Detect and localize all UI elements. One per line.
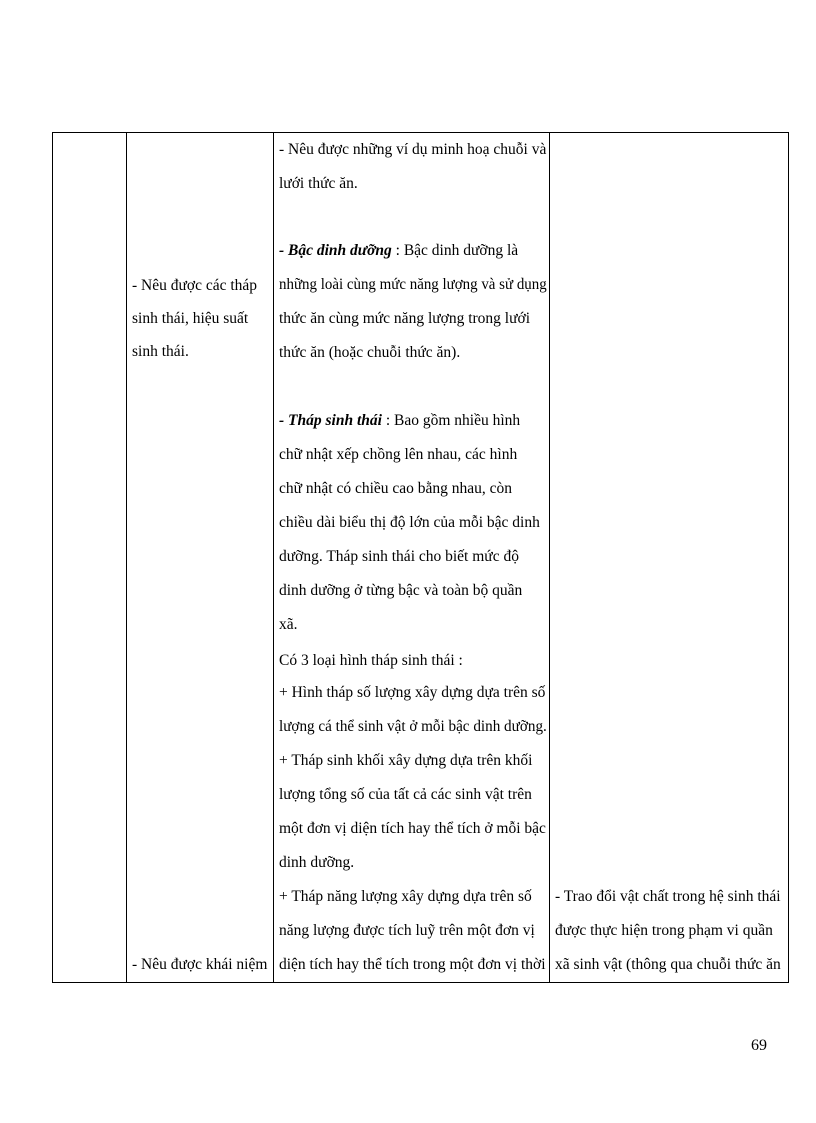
definition-text: : Bậc dinh dưỡng là (391, 242, 519, 259)
text-line: sinh thái. (132, 343, 189, 360)
text-line: - Nêu được những ví dụ minh hoạ chuỗi và (279, 141, 547, 158)
text-line: + Tháp sinh khối xây dựng dựa trên khối (279, 752, 533, 769)
text-line: dưỡng. Tháp sinh thái cho biết mức độ (279, 548, 519, 565)
text-line: xã. (279, 616, 298, 633)
table-cell-content (273, 133, 549, 982)
text-line: Có 3 loại hình tháp sinh thái : (279, 652, 463, 669)
text-line: lượng tổng số của tất cả các sinh vật trên (279, 786, 532, 803)
definition-text: : Bao gồm nhiều hình (381, 412, 521, 429)
text-line: những loài cùng mức năng lượng và sử dụng (279, 276, 547, 293)
table-cell-col1 (53, 133, 126, 982)
text-line: dinh dưỡng. (279, 854, 355, 871)
text-line: chữ nhật có chiều cao bằng nhau, còn (279, 480, 513, 497)
text-line: dinh dưỡng ở từng bậc và toàn bộ quần (279, 582, 523, 599)
definition-heading-thap-sinh-thai (279, 411, 520, 431)
text-line: thức ăn (hoặc chuỗi thức ăn). (279, 344, 461, 361)
text-line: - Trao đổi vật chất trong hệ sinh thái (555, 888, 781, 905)
table-cell-objectives (126, 133, 273, 982)
table-cell-activities (549, 133, 790, 982)
text-line: + Tháp năng lượng xây dựng dựa trên số (279, 888, 532, 905)
text-line: được thực hiện trong phạm vi quần (555, 922, 773, 939)
text-line: - Nêu được các tháp (132, 277, 258, 294)
text-line: chữ nhật xếp chồng lên nhau, các hình (279, 446, 518, 463)
page-number: 69 (751, 1037, 767, 1054)
text-line: sinh thái, hiệu suất (132, 310, 249, 327)
text-line: diện tích hay thể tích trong một đơn vị thời (279, 956, 546, 973)
definition-heading-bac-dinh-duong (279, 241, 518, 261)
text-line: + Hình tháp số lượng xây dựng dựa trên số (279, 684, 546, 701)
text-line: xã sinh vật (thông qua chuỗi thức ăn (555, 956, 781, 973)
term: - Bậc dinh dưỡng (279, 242, 392, 259)
text-line: lượng cá thể sinh vật ở mỗi bậc dinh dưỡng. (279, 718, 547, 735)
term: - Tháp sinh thái (279, 412, 382, 429)
text-line: một đơn vị diện tích hay thể tích ở mỗi bậc (279, 820, 546, 837)
content-table (52, 132, 789, 983)
text-line: - Nêu được khái niệm (132, 956, 268, 973)
text-line: chiều dài biểu thị độ lớn của mỗi bậc dinh (279, 514, 540, 531)
text-line: lưới thức ăn. (279, 175, 358, 192)
text-line: thức ăn cùng mức năng lượng trong lưới (279, 310, 531, 327)
text-line: năng lượng được tích luỹ trên một đơn vị (279, 922, 535, 939)
